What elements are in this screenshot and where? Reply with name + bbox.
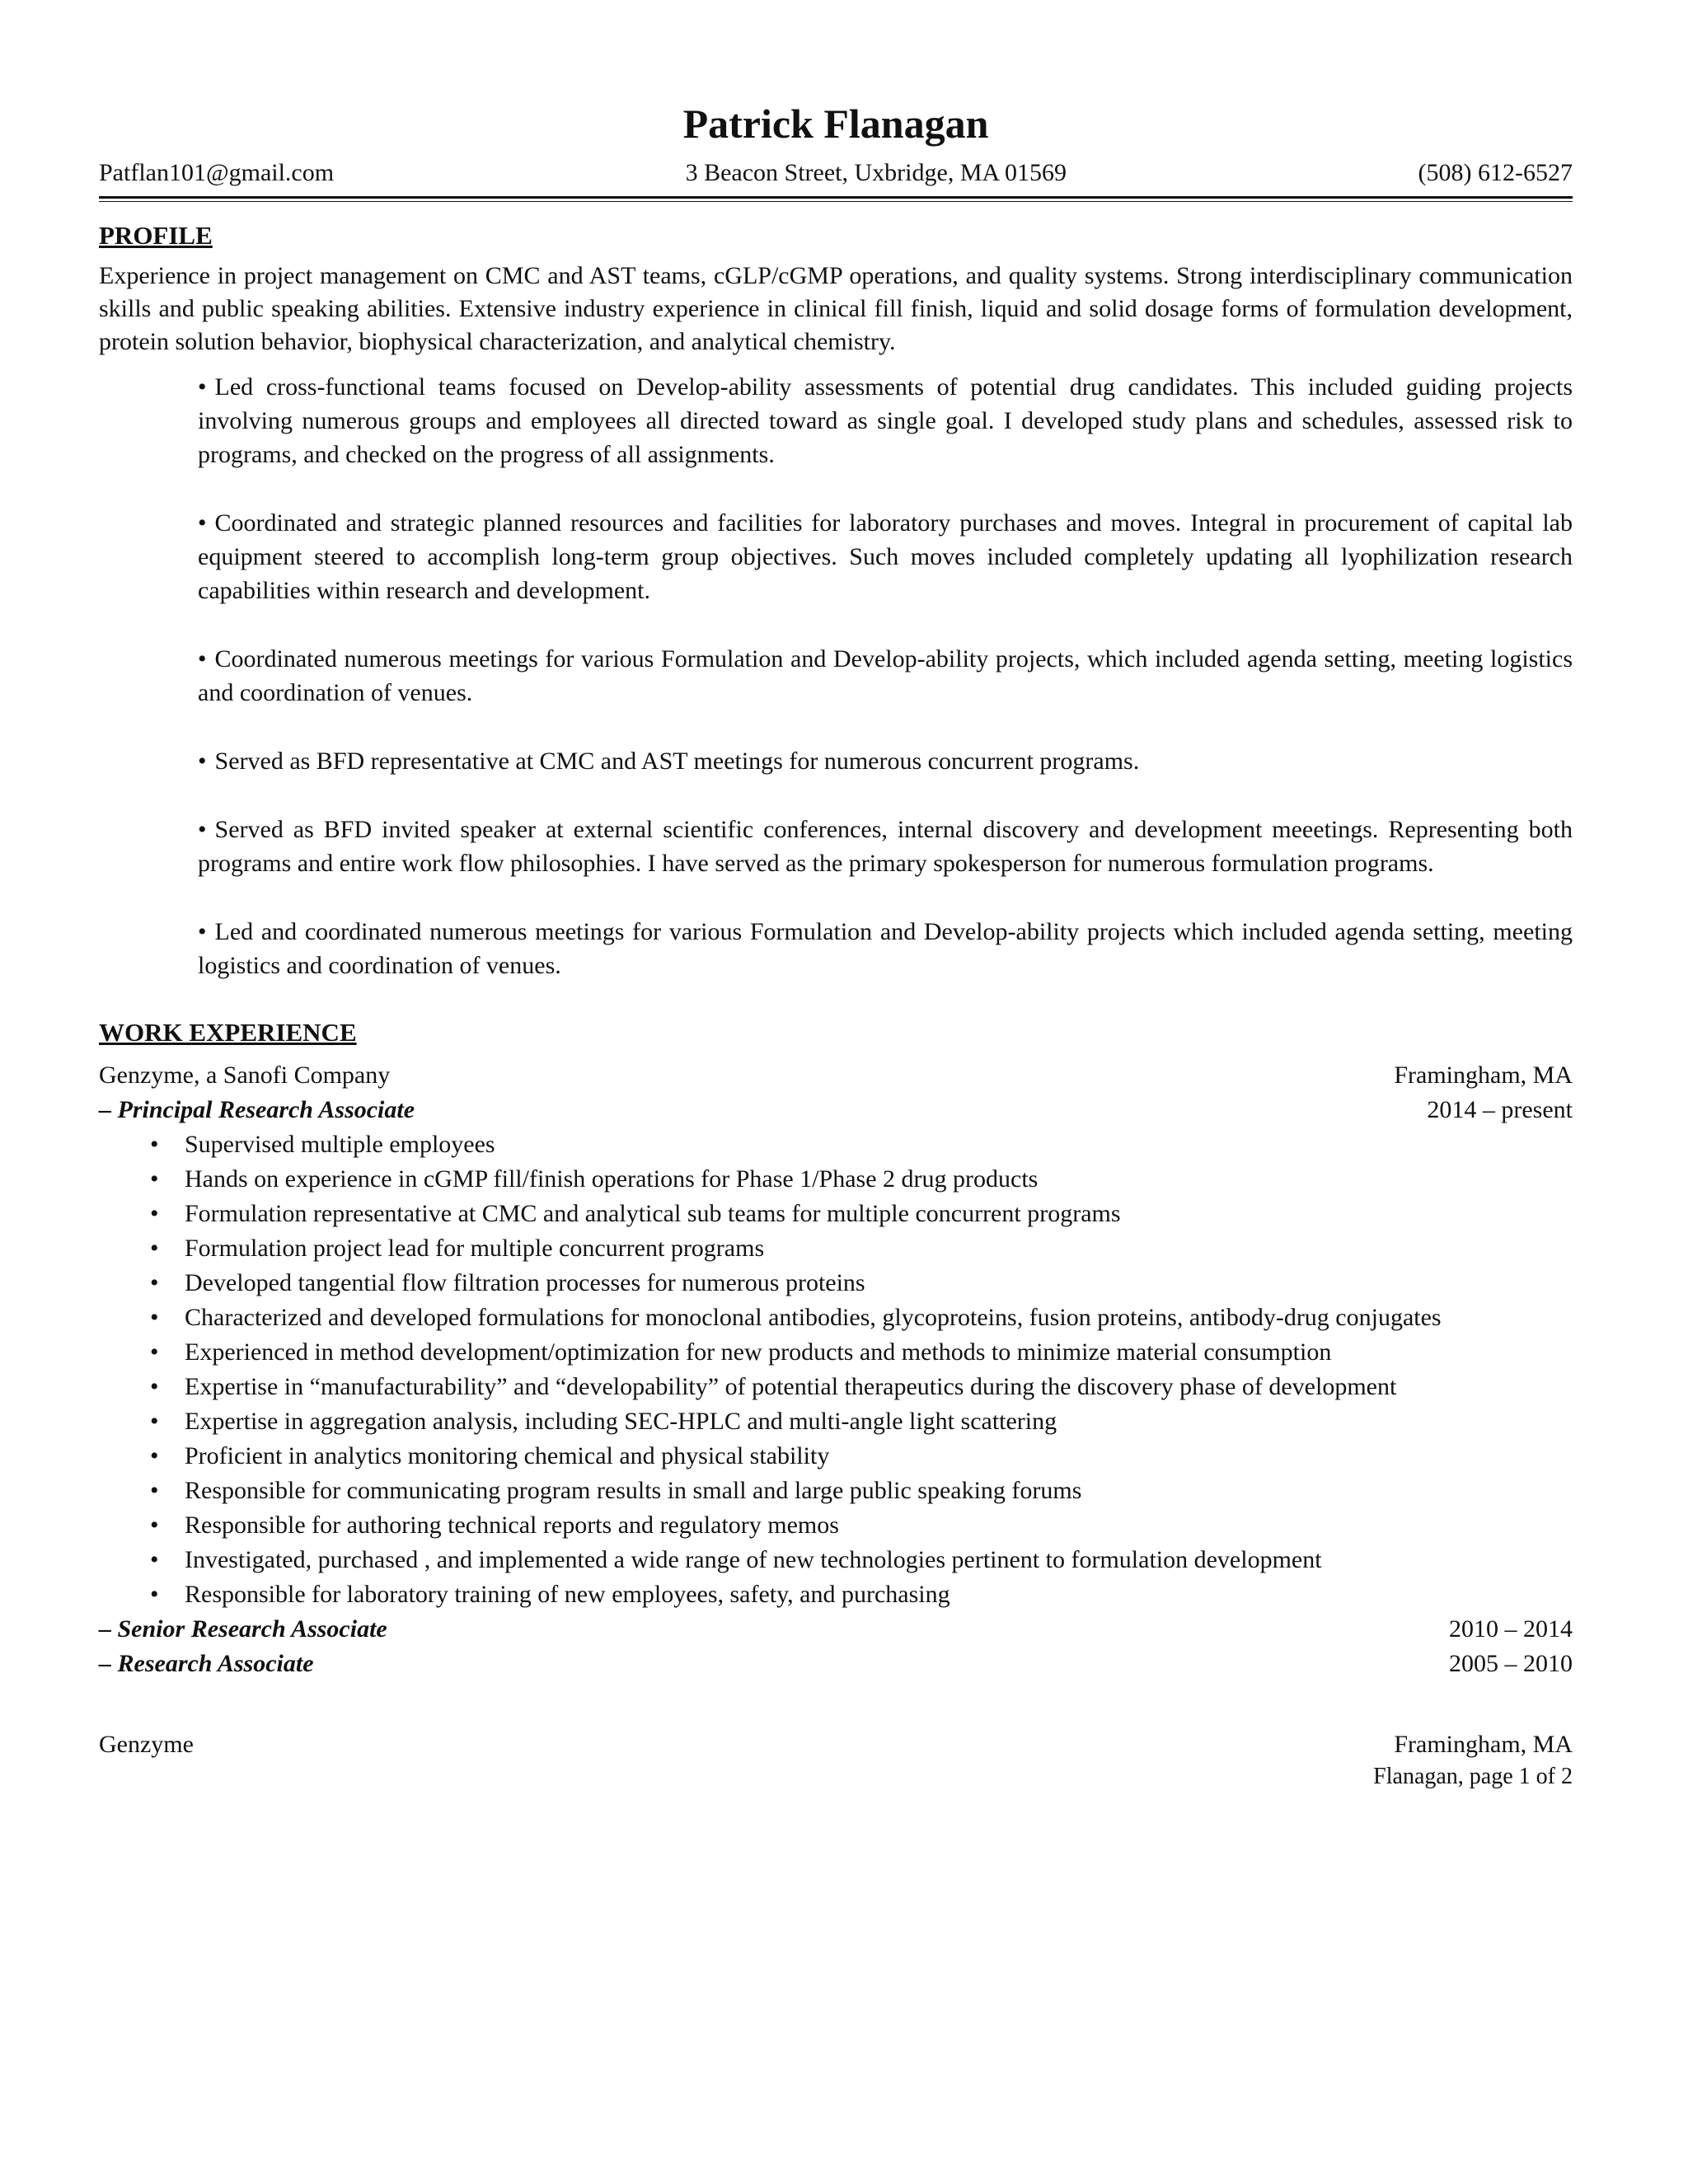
employer-name: Genzyme, a Sanofi Company xyxy=(99,1062,391,1089)
contact-line xyxy=(99,158,1573,188)
list-item xyxy=(198,813,1573,880)
resume-page xyxy=(99,99,1573,1792)
bullet-icon: • xyxy=(150,1304,159,1331)
list-item xyxy=(150,1439,1573,1474)
bullet-icon: • xyxy=(150,1338,159,1366)
bullet-icon: • xyxy=(198,509,207,537)
bullet-icon: • xyxy=(150,1235,159,1262)
employer-location: Framingham, MA xyxy=(1394,1731,1573,1758)
bullet-icon: • xyxy=(150,1131,159,1158)
role-row xyxy=(99,1093,1573,1127)
candidate-name: Patrick Flanagan xyxy=(682,101,989,147)
list-item xyxy=(150,1162,1573,1197)
profile-summary: Experience in project management on CMC and AST teams, cGLP/cGMP operations, and quality systems. Strong interdisciplinary communication skills and public speaking abilities. Extensive industry experience in clinical fill finish, liquid and solid dosage forms of formulation development, protein solution behavior, biophysical characterization, and analytical chemistry. xyxy=(99,262,1573,355)
role-dates: 2014 – present xyxy=(1427,1096,1573,1123)
bullet-icon: • xyxy=(198,918,207,945)
list-item xyxy=(150,1301,1573,1335)
role-bullet-text: Characterized and developed formulations for monoclonal antibodies, glycoproteins, fusion proteins, antibody-drug conjugates xyxy=(185,1304,1442,1331)
role-title: – Principal Research Associate xyxy=(99,1096,415,1123)
bullet-icon: • xyxy=(150,1373,159,1400)
bullet-icon: • xyxy=(150,1200,159,1227)
bullet-icon: • xyxy=(150,1581,159,1608)
role-bullet-text: Responsible for authoring technical reports and regulatory memos xyxy=(185,1511,839,1539)
employer-row xyxy=(99,1727,1573,1762)
street-address: 3 Beacon Street, Uxbridge, MA 01569 xyxy=(685,159,1067,186)
bullet-icon: • xyxy=(150,1269,159,1296)
profile-bullet-text: Led cross-functional teams focused on Develop-ability assessments of potential drug candidates. This included guiding projects involving numerous groups and employees all directed toward as single goal. I developed study plans and schedules, assessed risk to programs, and checked on the progress of all assignments. xyxy=(198,373,1573,468)
list-item xyxy=(150,1127,1573,1162)
role-row xyxy=(99,1647,1573,1681)
list-item xyxy=(150,1404,1573,1439)
list-item xyxy=(198,744,1573,778)
bullet-icon: • xyxy=(150,1408,159,1435)
bullet-icon: • xyxy=(198,748,207,775)
bullet-icon: • xyxy=(150,1442,159,1469)
employer-row xyxy=(99,1058,1573,1093)
role-bullet-text: Responsible for laboratory training of new employees, safety, and purchasing xyxy=(185,1581,950,1608)
profile-bullet-text: Coordinated numerous meetings for various Formulation and Develop-ability projects, which included agenda setting, meeting logistics and coordination of venues. xyxy=(198,645,1573,706)
profile-bullet-list xyxy=(198,370,1573,982)
profile-bullet-text: Led and coordinated numerous meetings for various Formulation and Develop-ability projects which included agenda setting, meeting logistics and coordination of venues. xyxy=(198,918,1573,979)
employer-name: Genzyme xyxy=(99,1731,194,1758)
spacer xyxy=(99,1681,1573,1727)
role-bullet-text: Investigated, purchased , and implemented a wide range of new technologies pertinent to formulation development xyxy=(185,1546,1322,1573)
profile-bullet-text: Coordinated and strategic planned resources and facilities for laboratory purchases and moves. Integral in procurement of capital lab equipment steered to accomplish long-term group objectives. Such moves included completely updating all lyophilization research capabilities within research and development. xyxy=(198,509,1573,604)
bullet-icon: • xyxy=(150,1546,159,1573)
list-item xyxy=(150,1474,1573,1508)
role-bullet-text: Responsible for communicating program results in small and large public speaking forums xyxy=(185,1477,1082,1504)
header-divider xyxy=(99,196,1573,202)
role-bullet-text: Expertise in aggregation analysis, including SEC-HPLC and multi-angle light scattering xyxy=(185,1408,1057,1435)
list-item xyxy=(198,642,1573,710)
list-item xyxy=(150,1577,1573,1612)
role-dates: 2010 – 2014 xyxy=(1449,1615,1573,1643)
profile-heading: PROFILE xyxy=(99,221,213,250)
role-bullet-text: Formulation project lead for multiple concurrent programs xyxy=(185,1235,765,1262)
role-bullet-text: Proficient in analytics monitoring chemical and physical stability xyxy=(185,1442,830,1469)
bullet-icon: • xyxy=(198,816,207,843)
role-bullet-text: Expertise in “manufacturability” and “developability” of potential therapeutics during the discovery phase of development xyxy=(185,1373,1397,1400)
list-item xyxy=(150,1370,1573,1404)
list-item xyxy=(198,370,1573,471)
list-item xyxy=(150,1197,1573,1231)
role-bullet-text: Developed tangential flow filtration processes for numerous proteins xyxy=(185,1269,865,1296)
employer-location: Framingham, MA xyxy=(1394,1062,1573,1089)
role-title: – Senior Research Associate xyxy=(99,1615,387,1643)
role-bullet-text: Hands on experience in cGMP fill/finish operations for Phase 1/Phase 2 drug products xyxy=(185,1165,1039,1193)
bullet-icon: • xyxy=(150,1165,159,1193)
list-item xyxy=(198,915,1573,982)
role-row xyxy=(99,1612,1573,1647)
list-item xyxy=(150,1508,1573,1543)
list-item xyxy=(150,1543,1573,1577)
phone-number: (508) 612-6527 xyxy=(1418,159,1573,186)
role-title: – Research Associate xyxy=(99,1650,314,1677)
role-bullet-text: Formulation representative at CMC and analytical sub teams for multiple concurrent programs xyxy=(185,1200,1121,1227)
bullet-icon: • xyxy=(150,1511,159,1539)
work-experience-heading: WORK EXPERIENCE xyxy=(99,1018,357,1047)
role-bullet-text: Experienced in method development/optimization for new products and methods to minimize material consumption xyxy=(185,1338,1332,1366)
list-item xyxy=(150,1266,1573,1301)
profile-bullet-text: Served as BFD representative at CMC and AST meetings for numerous concurrent programs. xyxy=(214,748,1140,775)
list-item xyxy=(150,1335,1573,1370)
list-item xyxy=(150,1231,1573,1266)
role-bullet-text: Supervised multiple employees xyxy=(185,1131,495,1158)
list-item xyxy=(198,506,1573,607)
page-footer: Flanagan, page 1 of 2 xyxy=(1373,1764,1573,1789)
email-address: Patflan101@gmail.com xyxy=(99,159,335,186)
bullet-icon: • xyxy=(198,645,207,673)
role-bullet-list xyxy=(150,1127,1573,1612)
role-dates: 2005 – 2010 xyxy=(1449,1650,1573,1677)
profile-bullet-text: Served as BFD invited speaker at external scientific conferences, internal discovery and development meeetings. Representing both programs and entire work flow philosophies. I have served as the primary spokesperson for numerous formulation programs. xyxy=(198,816,1573,877)
bullet-icon: • xyxy=(150,1477,159,1504)
bullet-icon: • xyxy=(198,373,207,401)
